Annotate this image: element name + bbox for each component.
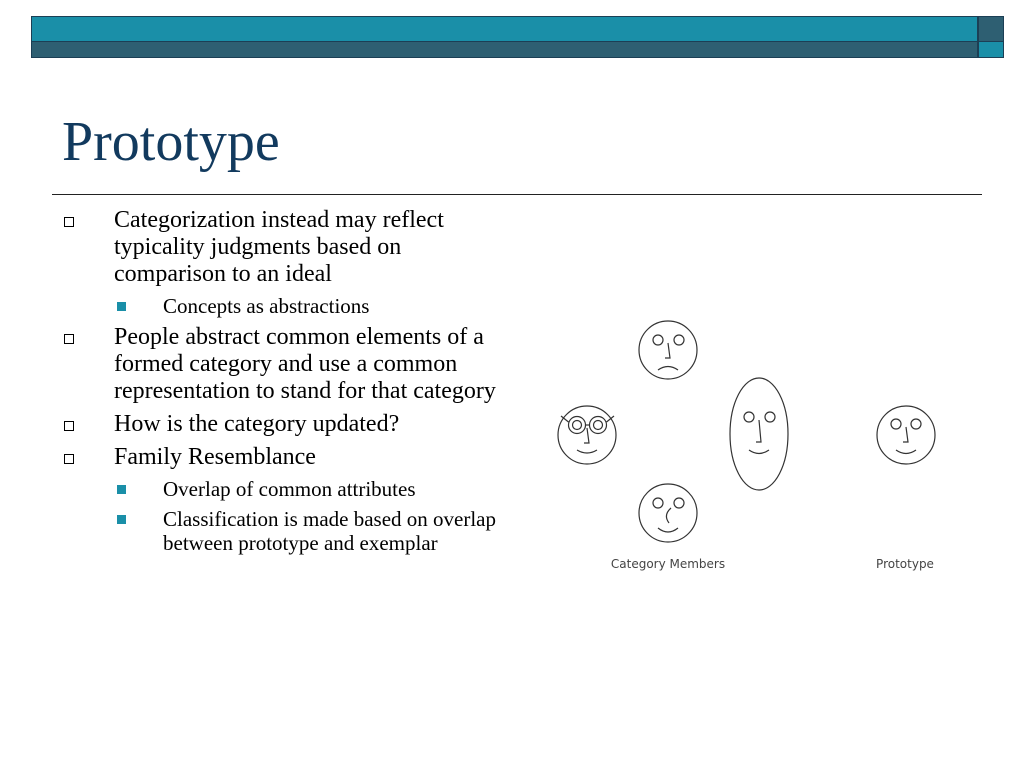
face-oval xyxy=(730,378,788,490)
filled-square-bullet-icon xyxy=(117,302,126,311)
sub-bullet-text: Classification is made based on overlap between prototype and exemplar xyxy=(163,507,496,555)
title-divider xyxy=(52,194,982,195)
hollow-square-bullet-icon xyxy=(64,334,74,344)
face-top xyxy=(639,321,697,379)
bullet-text: Family Resemblance xyxy=(114,444,316,470)
header-square-top xyxy=(978,16,1004,42)
sub-bullet-text: Overlap of common attributes xyxy=(163,477,416,501)
bullet-item xyxy=(60,444,500,471)
header-bar-bottom xyxy=(31,42,978,58)
bullet-text: Categorization instead may reflect typicality judgments based on comparison to an ideal xyxy=(114,207,444,287)
category-members-label: Category Members xyxy=(610,557,726,571)
sub-bullet-item xyxy=(60,294,500,318)
sub-bullet-item xyxy=(60,507,500,555)
faces-figure xyxy=(540,300,980,600)
header-bar-top xyxy=(31,16,978,42)
bullet-item xyxy=(60,324,500,405)
bullet-item xyxy=(60,411,500,438)
bullet-item xyxy=(60,207,500,288)
hollow-square-bullet-icon xyxy=(64,217,74,227)
face-bottom xyxy=(639,484,697,542)
filled-square-bullet-icon xyxy=(117,485,126,494)
bullet-text: How is the category updated? xyxy=(114,411,400,437)
filled-square-bullet-icon xyxy=(117,515,126,524)
face-prototype xyxy=(877,406,935,464)
sub-bullet-item xyxy=(60,477,500,501)
prototype-label: Prototype xyxy=(876,557,934,571)
hollow-square-bullet-icon xyxy=(64,454,74,464)
face-glasses xyxy=(558,406,616,464)
slide-title: Prototype xyxy=(62,111,280,173)
header-square-bottom xyxy=(978,42,1004,58)
hollow-square-bullet-icon xyxy=(64,421,74,431)
sub-bullet-text: Concepts as abstractions xyxy=(163,294,370,318)
bullet-list xyxy=(60,207,500,561)
bullet-text: People abstract common elements of a formed category and use a common representation to stand for that category xyxy=(114,324,496,404)
